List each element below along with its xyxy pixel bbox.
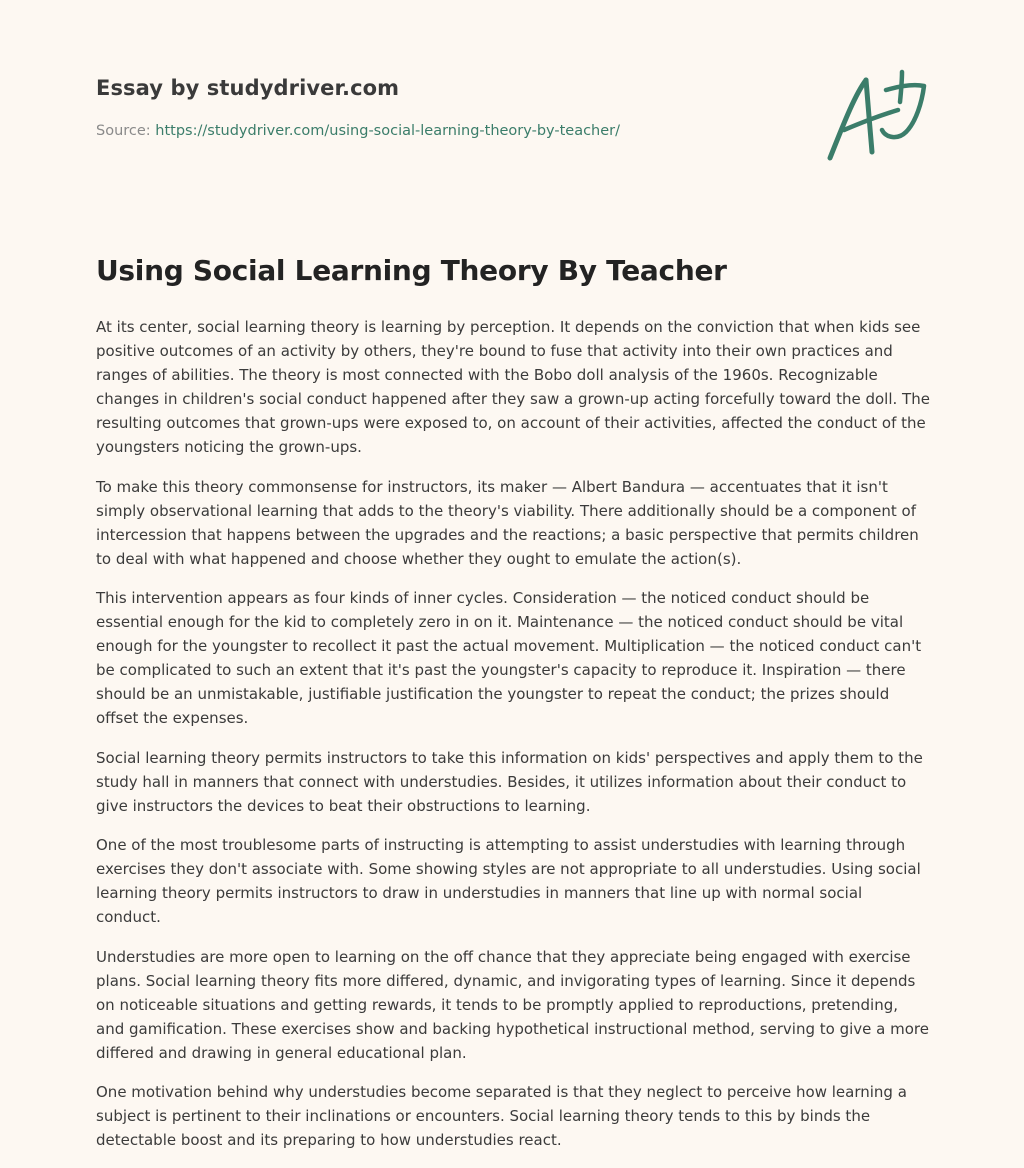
paragraph: To make this theory commonsense for instructors, its maker — Albert Bandura — accentuates that it isn't simply observational learning that adds to the theory's viability. There additionally should be a component of intercession that happens between the upgrades and the reactions; a basic perspective that permits children to deal with what happened and choose whether they ought to emulate the action(s). bbox=[96, 477, 919, 568]
source-line bbox=[96, 123, 620, 139]
paragraph: Understudies are more open to learning on the off chance that they appreciate being engaged with exercise plans. Social learning theory fits more differed, dynamic, and invigorating types of learning. Since it depends on noticeable situations and getting rewards, it tends to be promptly applied to reproductions, pretending, and gamification. These exercises show and backing hypothetical instructional method, serving to give a more differed and drawing in general educational plan. bbox=[96, 947, 929, 1062]
paragraph: Social learning theory permits instructors to take this information on kids' perspectives and apply them to the study hall in manners that connect with understudies. Besides, it utilizes information about their conduct to give instructors the devices to beat their obstructions to learning. bbox=[96, 748, 923, 815]
source-label: Source: bbox=[96, 123, 151, 139]
paragraph: At its center, social learning theory is learning by perception. It depends on the conviction that when kids see positive outcomes of an activity by others, they're bound to fuse that activity into their own practices and ranges of abilities. The theory is most connected with the Bobo doll analysis of the 1960s. Recognizable changes in children's social conduct happened after they saw a grown-up acting forcefully toward the doll. The resulting outcomes that grown-ups were exposed to, on account of their activities, affected the conduct of the youngsters noticing the grown-ups. bbox=[96, 318, 930, 456]
article-title: Using Social Learning Theory By Teacher bbox=[96, 254, 727, 287]
paragraph: One of the most troublesome parts of instructing is attempting to assist understudies with learning through exercises they don't associate with. Some showing styles are not appropriate to all understudies. Using social learning theory permits instructors to draw in understudies in manners that line up with normal social conduct. bbox=[96, 836, 921, 926]
article-body bbox=[96, 315, 930, 1168]
paragraph: This intervention appears as four kinds of inner cycles. Consideration — the noticed conduct should be essential enough for the kid to completely zero in on it. Maintenance — the noticed conduct should be vital enough for the youngster to recollect it past the actual movement. Multiplication — the noticed conduct can't be complicated to such an extent that it's past the youngster's capacity to reproduce it. Inspiration — there should be an unmistakable, justifiable justification the youngster to repeat the conduct; the prizes should offset the expenses. bbox=[96, 589, 922, 727]
source-link[interactable]: https://studydriver.com/using-social-learning-theory-by-teacher/ bbox=[155, 123, 621, 139]
paragraph: One motivation behind why understudies become separated is that they neglect to perceive how learning a subject is pertinent to their inclinations or encounters. Social learning theory tends to this by binds the detectable boost and its preparing to how understudies react. bbox=[96, 1083, 907, 1149]
a-plus-logo-icon bbox=[820, 66, 930, 166]
site-brand: Essay by studydriver.com bbox=[96, 76, 400, 100]
